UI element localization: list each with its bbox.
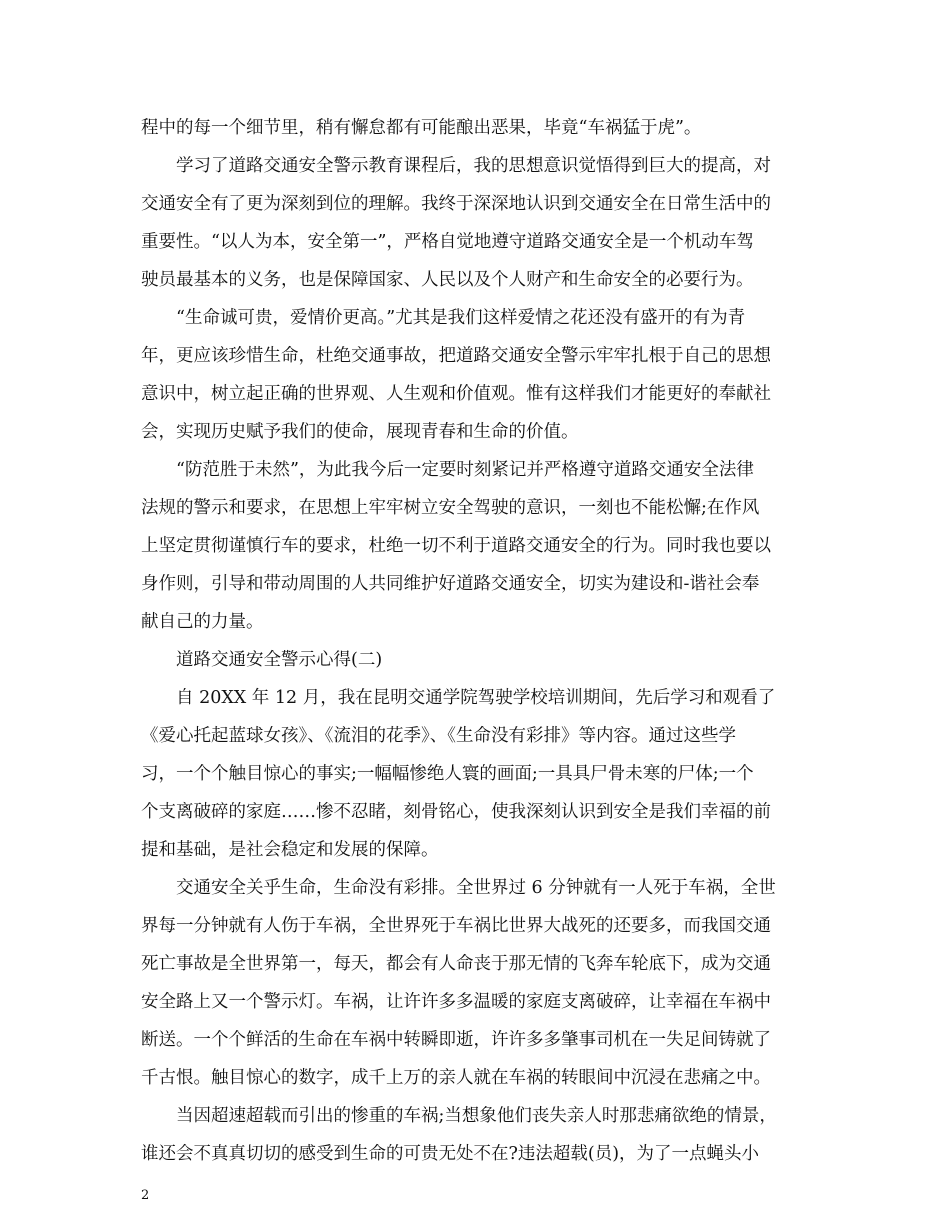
text-line: 重要性。“以人为本，安全第一”，严格自觉地遵守道路交通安全是一个机动车驾 [141,232,754,252]
text-line: 身作则，引导和带动周围的人共同维护好道路交通安全，切实为建设和-谐社会奉 [141,574,760,594]
text-line: 学习了道路交通安全警示教育课程后，我的思想意识觉悟得到巨大的提高，对 [141,156,771,176]
text-line: 会，实现历史赋予我们的使命，展现青春和生命的价值。 [141,422,579,442]
text-line: 自 20XX 年 12 月，我在昆明交通学院驾驶学校培训期间，先后学习和观看了 [141,688,776,708]
text-line: 意识中，树立起正确的世界观、人生观和价值观。惟有这样我们才能更好的奉献社 [141,384,771,404]
text-line: 谁还会不真真切切的感受到生命的可贵无处不在?违法超载(员)，为了一点蝇头小 [141,1144,760,1164]
text-line: 断送。一个个鲜活的生命在车祸中转瞬即逝，许许多多肇事司机在一失足间铸就了 [141,1030,771,1050]
text-line: 《爱心托起蓝球女孩》、《流泪的花季》、《生命没有彩排》等内容。通过这些学 [141,726,736,746]
text-line: 当因超速超载而引出的惨重的车祸;当想象他们丧失亲人时那悲痛欲绝的情景， [141,1106,777,1126]
text-line: 死亡事故是全世界第一，每天，都会有人命丧于那无情的飞奔车轮底下，成为交通 [141,954,771,974]
text-line: 交通安全关乎生命，生命没有彩排。全世界过 6 分钟就有一人死于车祸，全世 [141,878,776,898]
text-line: 界每一分钟就有人伤于车祸，全世界死于车祸比世界大战死的还要多，而我国交通 [141,916,771,936]
text-line: 安全路上又一个警示灯。车祸，让许许多多温暖的家庭支离破碎，让幸福在车祸中 [141,992,771,1012]
text-line: 年，更应该珍惜生命，杜绝交通事故，把道路交通安全警示牢牢扎根于自己的思想 [141,346,771,366]
text-line: 千古恨。触目惊心的数字，成千上万的亲人就在车祸的转眼间中沉浸在悲痛之中。 [141,1068,771,1088]
page-number: 2 [141,1188,150,1203]
text-line: 交通安全有了更为深刻到位的理解。我终于深深地认识到交通安全在日常生活中的 [141,194,771,214]
text-line: 提和基础，是社会稳定和发展的保障。 [141,840,439,860]
text-line: 上坚定贯彻谨慎行车的要求，杜绝一切不利于道路交通安全的行为。同时我也要以 [141,536,771,556]
text-line: 献自己的力量。 [141,612,264,632]
text-line: 程中的每一个细节里，稍有懈怠都有可能酿出恶果，毕竟“车祸猛于虎”。 [141,118,702,138]
text-line: “防范胜于未然”，为此我今后一定要时刻紧记并严格遵守道路交通安全法律 [141,460,754,480]
section-heading: 道路交通安全警示心得(二) [141,650,383,670]
text-line: 法规的警示和要求，在思想上牢牢树立安全驾驶的意识，一刻也不能松懈;在作风 [141,498,760,518]
text-line: 个支离破碎的家庭……惨不忍睹，刻骨铭心，使我深刻认识到安全是我们幸福的前 [141,802,771,822]
text-line: “生命诚可贵，爱情价更高。”尤其是我们这样爱情之花还没有盛开的有为青 [141,308,746,328]
text-line: 习，一个个触目惊心的事实;一幅幅惨绝人寰的画面;一具具尸骨未寒的尸体;一个 [141,764,754,784]
text-line: 驶员最基本的义务，也是保障国家、人民以及个人财产和生命安全的必要行为。 [141,270,754,290]
